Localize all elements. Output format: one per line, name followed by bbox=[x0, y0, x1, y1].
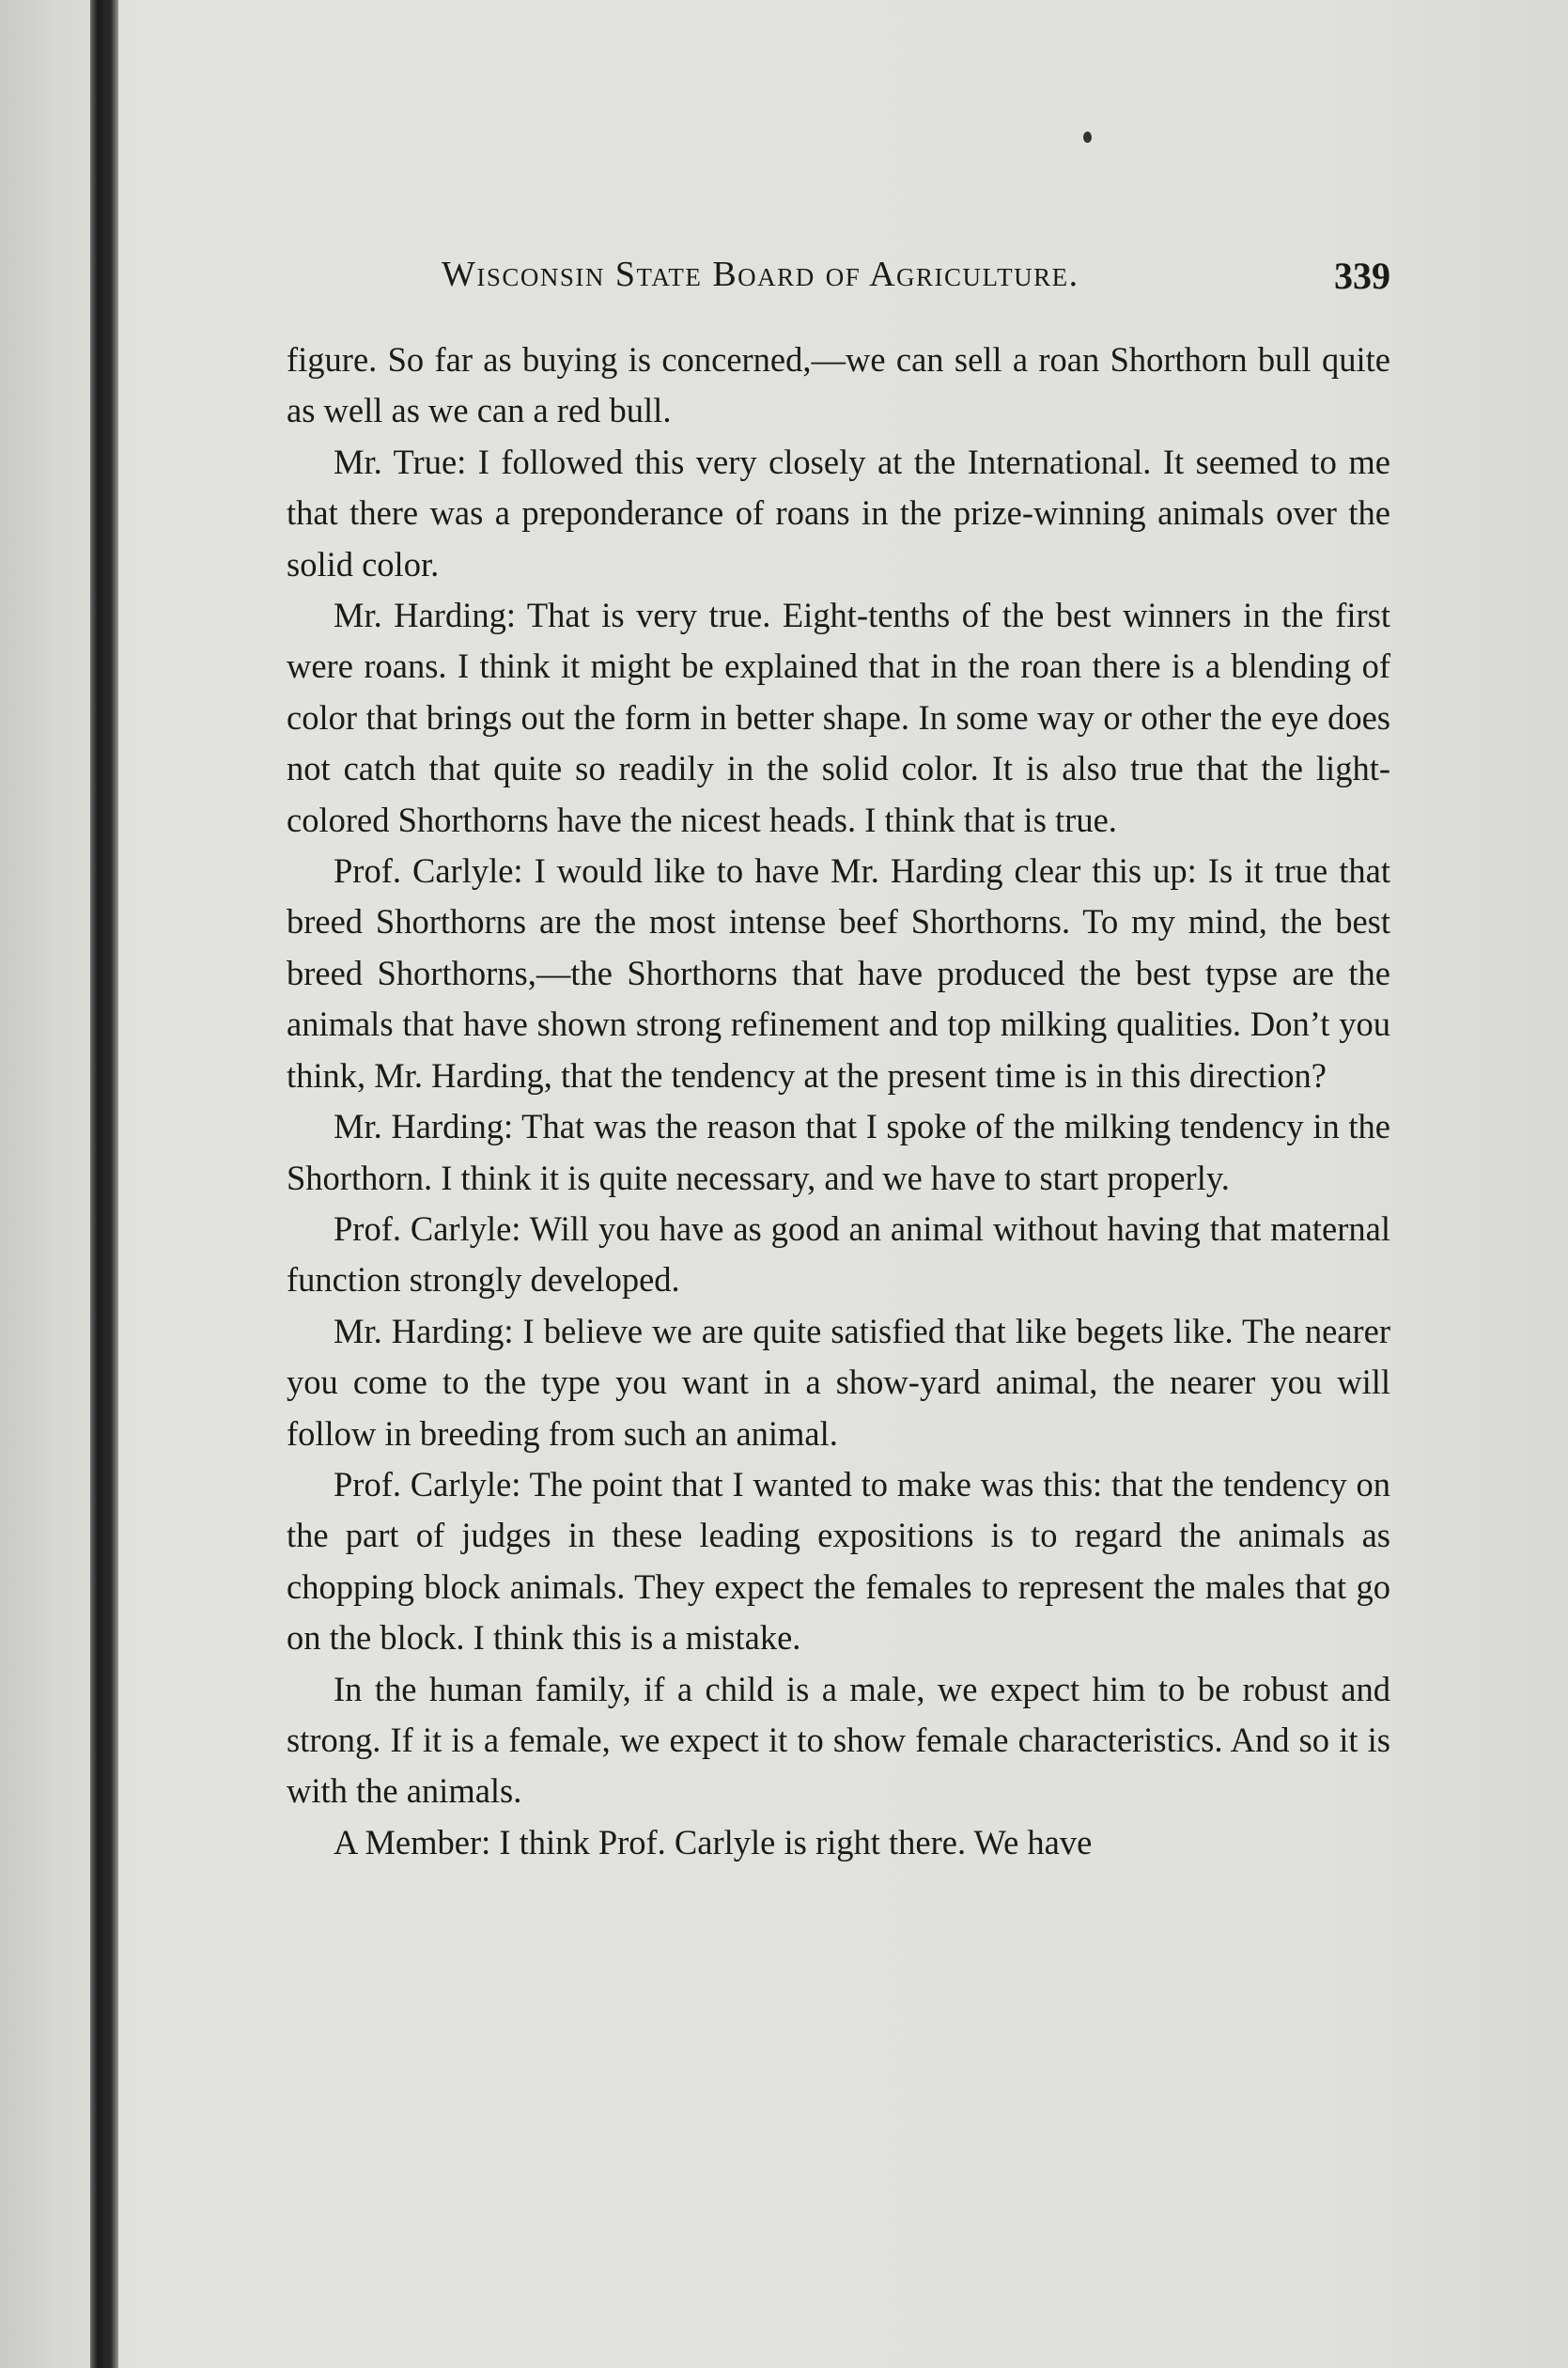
paragraph-1: figure. So far as buying is concerned,—we can sell a roan Shorthorn bull quite as well as we can a red bull. bbox=[287, 340, 1390, 430]
paragraph-4: Prof. Carlyle: I would like to have Mr. Harding clear this up: Is it true that breed Shorthorns are the most intense beef Shorthorns. To my mind, the best breed Shorthorns,—the Shorthorns that have produced the best typse are the animals that have shown strong refinement and top milking qualities. Don’t you think, Mr. Harding, that the tendency at the present time is in this direction? bbox=[287, 851, 1390, 1095]
paragraph-8: Prof. Carlyle: The point that I wanted to make was this: that the tendency on the part of judges in these leading expositions is to regard the animals as chopping block animals. They expect the females to represent the males that go on the block. I think this is a mistake. bbox=[287, 1464, 1390, 1658]
paragraph-2: Mr. True: I followed this very closely at the International. It seemed to me that there was a preponderance of roans in the prize-winning animals over the solid color. bbox=[287, 442, 1390, 584]
running-title: Wisconsin State Board of Agriculture. bbox=[442, 255, 1079, 294]
paragraph-5: Mr. Harding: That was the reason that I spoke of the milking tendency in the Shorthorn. I think it is quite necessary, and we have to start properly. bbox=[287, 1107, 1390, 1197]
running-header bbox=[282, 246, 1390, 303]
body-text bbox=[287, 335, 1390, 1868]
binding-shadow bbox=[90, 0, 118, 2368]
ink-speck bbox=[1083, 132, 1092, 143]
paragraph-6: Prof. Carlyle: Will you have as good an animal without having that maternal function strongly developed. bbox=[287, 1208, 1390, 1300]
paragraph-9: In the human family, if a child is a male, we expect him to be robust and strong. If it is a female, we expect it to show female characteristics. And so it is with the animals. bbox=[287, 1669, 1390, 1811]
page-number: 339 bbox=[1334, 255, 1390, 297]
paragraph-10: A Member: I think Prof. Carlyle is right there. We have bbox=[334, 1822, 1093, 1862]
paragraph-3: Mr. Harding: That is very true. Eight-tenths of the best winners in the first were roans. I think it might be explained that in the roan there is a blending of color that brings out the form in better shape. In some way or other the eye does not catch that quite so readily in the solid color. It is also true that the light-colored Shorthorns have the nicest heads. I think that is true. bbox=[287, 596, 1390, 839]
paragraph-7: Mr. Harding: I believe we are quite satisfied that like begets like. The nearer you come to the type you want in a show-yard animal, the nearer you will follow in breeding from such an animal. bbox=[287, 1311, 1390, 1453]
